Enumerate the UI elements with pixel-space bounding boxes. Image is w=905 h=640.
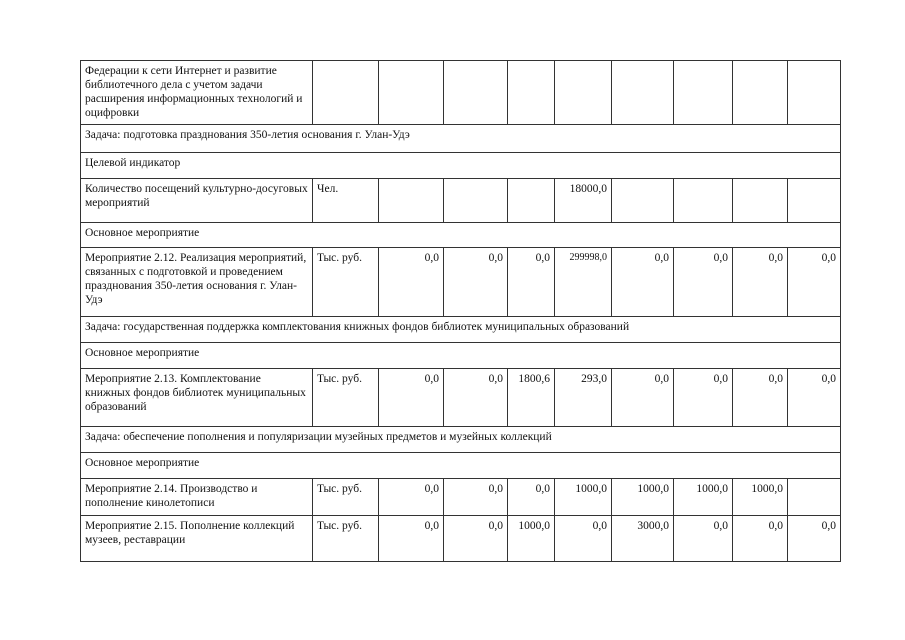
row-name-cell: Мероприятие 2.15. Пополнение коллекций музеев, реставрации	[81, 516, 313, 562]
unit-cell: Тыс. руб.	[313, 479, 379, 516]
value-cell	[555, 61, 612, 125]
row-name-cell: Мероприятие 2.12. Реализация мероприятий, связанных с подготовкой и проведением празднования 350-летия основания г. Улан-Удэ	[81, 248, 313, 317]
row-name-cell: Федерации к сети Интернет и развитие библиотечного дела с учетом задачи расширения информационных технологий и оцифровки	[81, 61, 313, 125]
value-cell	[733, 61, 788, 125]
value-cell: 0,0	[788, 248, 841, 317]
value-cell: 0,0	[444, 479, 508, 516]
value-cell: 0,0	[612, 369, 674, 427]
value-cell: 1000,0	[508, 516, 555, 562]
value-cell	[733, 179, 788, 223]
value-cell	[612, 179, 674, 223]
value-cell: 1000,0	[555, 479, 612, 516]
section-row	[81, 343, 841, 369]
value-cell: 0,0	[674, 516, 733, 562]
value-cell: 0,0	[674, 369, 733, 427]
unit-cell: Тыс. руб.	[313, 516, 379, 562]
value-cell: 0,0	[379, 248, 444, 317]
value-cell	[444, 179, 508, 223]
value-cell: 1000,0	[674, 479, 733, 516]
value-cell: 0,0	[508, 479, 555, 516]
section-row	[81, 223, 841, 248]
value-cell	[788, 479, 841, 516]
value-cell: 0,0	[733, 248, 788, 317]
value-cell: 293,0	[555, 369, 612, 427]
section-heading: Задача: обеспечение пополнения и популяризации музейных предметов и музейных коллекций	[81, 427, 841, 453]
row-name-cell: Мероприятие 2.14. Производство и пополнение кинолетописи	[81, 479, 313, 516]
value-cell: 0,0	[379, 516, 444, 562]
value-cell: 0,0	[508, 248, 555, 317]
table-body	[81, 61, 841, 562]
value-cell: 0,0	[379, 479, 444, 516]
table-row	[81, 61, 841, 125]
section-row	[81, 153, 841, 179]
value-cell: 0,0	[379, 369, 444, 427]
value-cell	[674, 179, 733, 223]
value-cell: 0,0	[612, 248, 674, 317]
value-cell	[444, 61, 508, 125]
section-row	[81, 427, 841, 453]
value-cell: 0,0	[674, 248, 733, 317]
value-cell: 0,0	[788, 516, 841, 562]
section-heading: Задача: государственная поддержка комплектования книжных фондов библиотек муниципальных образований	[81, 317, 841, 343]
section-heading: Основное мероприятие	[81, 343, 841, 369]
value-cell: 0,0	[444, 369, 508, 427]
value-cell: 1000,0	[612, 479, 674, 516]
value-cell: 0,0	[444, 248, 508, 317]
table-row	[81, 479, 841, 516]
section-heading: Задача: подготовка празднования 350-летия основания г. Улан-Удэ	[81, 125, 841, 153]
value-cell	[674, 61, 733, 125]
value-cell: 1000,0	[733, 479, 788, 516]
table-row	[81, 248, 841, 317]
section-heading: Основное мероприятие	[81, 453, 841, 479]
unit-cell	[313, 61, 379, 125]
value-cell	[379, 179, 444, 223]
value-cell	[788, 61, 841, 125]
section-heading: Целевой индикатор	[81, 153, 841, 179]
unit-cell: Чел.	[313, 179, 379, 223]
section-row	[81, 317, 841, 343]
unit-cell: Тыс. руб.	[313, 248, 379, 317]
row-name-cell: Количество посещений культурно-досуговых мероприятий	[81, 179, 313, 223]
value-cell	[788, 179, 841, 223]
value-cell: 0,0	[733, 369, 788, 427]
section-row	[81, 125, 841, 153]
value-cell	[508, 179, 555, 223]
value-cell: 0,0	[555, 516, 612, 562]
value-cell: 1800,6	[508, 369, 555, 427]
value-cell: 299998,0	[555, 248, 612, 317]
value-cell	[612, 61, 674, 125]
value-cell: 0,0	[444, 516, 508, 562]
table-row	[81, 369, 841, 427]
table-row	[81, 179, 841, 223]
unit-cell: Тыс. руб.	[313, 369, 379, 427]
section-row	[81, 453, 841, 479]
program-table	[80, 60, 841, 562]
value-cell: 3000,0	[612, 516, 674, 562]
table-row	[81, 516, 841, 562]
section-heading: Основное мероприятие	[81, 223, 841, 248]
value-cell: 18000,0	[555, 179, 612, 223]
value-cell: 0,0	[733, 516, 788, 562]
value-cell	[379, 61, 444, 125]
value-cell	[508, 61, 555, 125]
value-cell: 0,0	[788, 369, 841, 427]
row-name-cell: Мероприятие 2.13. Комплектование книжных фондов библиотек муниципальных образований	[81, 369, 313, 427]
